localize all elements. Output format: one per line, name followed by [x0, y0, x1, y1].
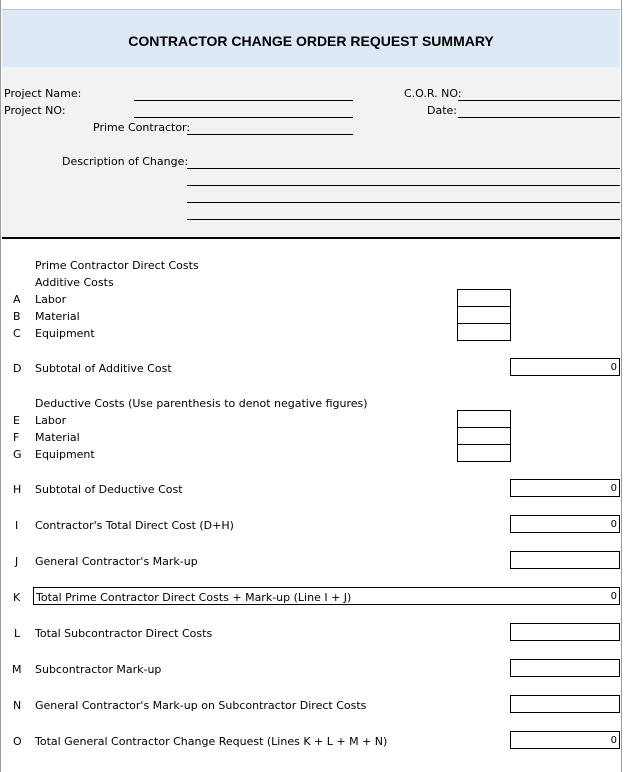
description-line-1[interactable]: [187, 168, 620, 169]
line-g-label: Equipment: [35, 448, 95, 461]
project-name-label: Project Name:: [4, 87, 82, 100]
line-e-letter: E: [13, 414, 20, 427]
prime-contractor-field[interactable]: [187, 134, 353, 135]
line-k-label: Total Prime Contractor Direct Costs + Mark-up (Line I + J): [36, 591, 352, 604]
date-label: Date:: [427, 104, 457, 117]
line-e-input[interactable]: [457, 410, 511, 428]
line-m-value-box[interactable]: [510, 659, 620, 677]
description-label: Description of Change:: [62, 155, 189, 168]
line-f-label: Material: [35, 431, 80, 444]
line-c-letter: C: [13, 327, 21, 340]
line-n-letter: N: [13, 699, 22, 712]
line-f-letter: F: [13, 431, 20, 444]
description-line-4[interactable]: [187, 219, 620, 220]
line-k-row[interactable]: [33, 587, 620, 605]
project-no-label: Project NO:: [4, 104, 66, 117]
line-k-letter: K: [13, 591, 21, 604]
line-d-value: 0: [610, 362, 617, 373]
line-h-letter: H: [13, 483, 22, 496]
date-field[interactable]: [458, 117, 620, 118]
line-a-input[interactable]: [457, 289, 511, 307]
line-g-input[interactable]: [457, 444, 511, 462]
line-l-value-box[interactable]: [510, 623, 620, 641]
line-m-letter: M: [12, 663, 22, 676]
line-b-label: Material: [35, 310, 80, 323]
project-name-field[interactable]: [134, 100, 353, 101]
line-m-label: Subcontractor Mark-up: [35, 663, 162, 676]
line-b-letter: B: [13, 310, 21, 323]
line-o-letter: O: [13, 735, 22, 748]
line-d-label: Subtotal of Additive Cost: [35, 362, 172, 375]
line-d-letter: D: [13, 362, 22, 375]
line-o-label: Total General Contractor Change Request (Lines K + L + M + N): [35, 735, 388, 748]
line-i-value-box[interactable]: [510, 515, 620, 533]
line-i-value: 0: [610, 519, 617, 530]
line-h-label: Subtotal of Deductive Cost: [35, 483, 183, 496]
project-info-section: [2, 67, 620, 239]
line-c-label: Equipment: [35, 327, 95, 340]
line-j-letter: J: [15, 555, 19, 568]
description-line-2[interactable]: [187, 185, 620, 186]
direct-costs-heading: Prime Contractor Direct Costs: [35, 259, 199, 272]
line-l-letter: L: [14, 627, 21, 640]
line-l-label: Total Subcontractor Direct Costs: [35, 627, 213, 640]
line-f-input[interactable]: [457, 427, 511, 445]
line-i-label: Contractor's Total Direct Cost (D+H): [35, 519, 234, 532]
additive-costs-heading: Additive Costs: [35, 276, 114, 289]
line-i-letter: I: [15, 519, 19, 532]
line-j-value-box[interactable]: [510, 551, 620, 569]
line-h-value: 0: [610, 483, 617, 494]
line-d-value-box[interactable]: [510, 358, 620, 376]
line-c-input[interactable]: [457, 323, 511, 341]
line-h-value-box[interactable]: [510, 479, 620, 497]
prime-contractor-label: Prime Contractor:: [93, 121, 191, 134]
line-n-value-box[interactable]: [510, 695, 620, 713]
line-o-value: 0: [610, 735, 617, 746]
line-o-value-box[interactable]: [510, 731, 620, 749]
project-no-field[interactable]: [134, 117, 353, 118]
cor-no-label: C.O.R. NO:: [404, 87, 462, 100]
line-e-label: Labor: [35, 414, 67, 427]
line-j-label: General Contractor's Mark-up: [35, 555, 198, 568]
line-a-letter: A: [13, 293, 21, 306]
line-a-label: Labor: [35, 293, 67, 306]
cor-no-field[interactable]: [458, 100, 620, 101]
line-b-input[interactable]: [457, 306, 511, 324]
line-g-letter: G: [13, 448, 22, 461]
deductive-costs-heading: Deductive Costs (Use parenthesis to denot negative figures): [35, 397, 368, 410]
line-k-value: 0: [610, 591, 617, 602]
description-line-3[interactable]: [187, 202, 620, 203]
form-header: [2, 9, 620, 68]
form-title: CONTRACTOR CHANGE ORDER REQUEST SUMMARY: [128, 33, 494, 49]
line-n-label: General Contractor's Mark-up on Subcontractor Direct Costs: [35, 699, 367, 712]
